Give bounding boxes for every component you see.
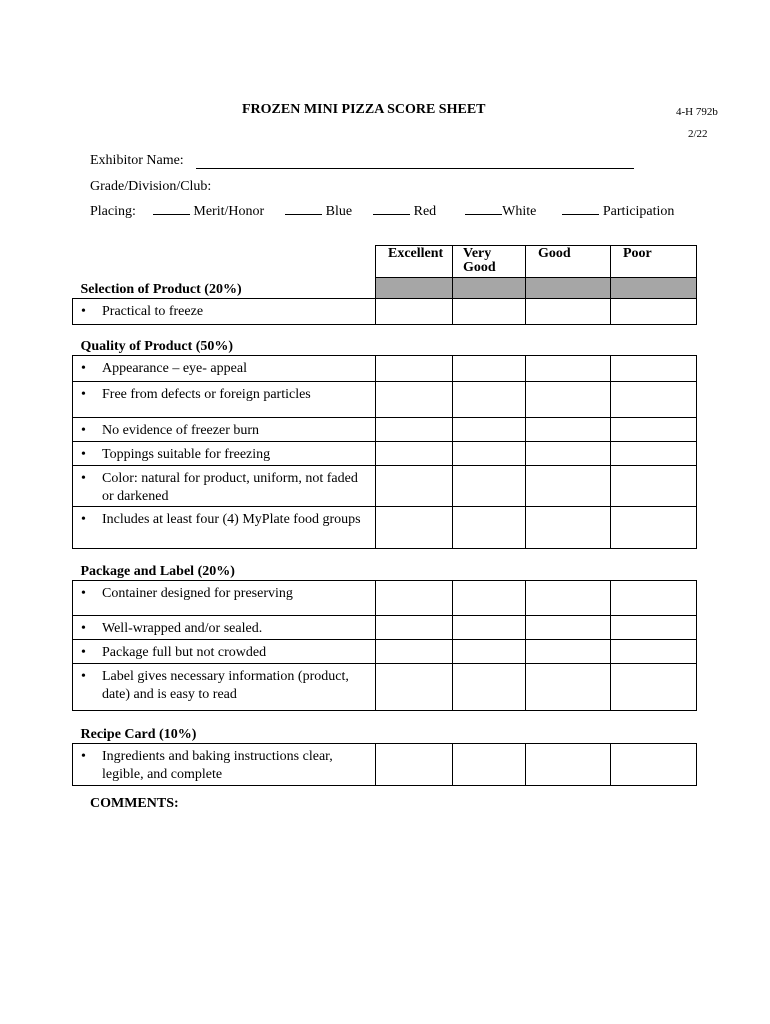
section-header-row xyxy=(73,325,697,356)
table-row xyxy=(73,299,697,325)
bullet-icon: • xyxy=(81,471,86,486)
criterion-item: • Ingredients and baking instructions clear, legible, and complete xyxy=(73,744,376,786)
score-cell-excellent[interactable] xyxy=(376,299,453,325)
score-cell-very-good[interactable] xyxy=(453,299,526,325)
criterion-item: • Free from defects or foreign particles xyxy=(73,382,376,418)
criterion-item: • Well-wrapped and/or sealed. xyxy=(73,616,376,640)
score-cell-very-good[interactable] xyxy=(453,581,526,616)
score-cell-poor[interactable] xyxy=(611,466,697,507)
score-cell-very-good[interactable] xyxy=(453,640,526,664)
table-row xyxy=(73,466,697,507)
table-row xyxy=(73,581,697,616)
score-cell-good[interactable] xyxy=(526,664,611,711)
score-cell-poor[interactable] xyxy=(611,299,697,325)
table-row xyxy=(73,664,697,711)
score-cell-good[interactable] xyxy=(526,507,611,549)
score-cell-poor[interactable] xyxy=(611,616,697,640)
page-title: FROZEN MINI PIZZA SCORE SHEET xyxy=(242,102,486,117)
placing-blank-blue[interactable] xyxy=(285,213,322,215)
table-row xyxy=(73,640,697,664)
comments-label: COMMENTS: xyxy=(90,796,179,811)
placing-blank-white[interactable] xyxy=(465,213,502,215)
form-number: 4-H 792b xyxy=(676,106,718,118)
score-cell-good[interactable] xyxy=(526,418,611,442)
criterion-item: • Practical to freeze xyxy=(73,299,376,325)
placing-blank-participation[interactable] xyxy=(562,213,599,215)
criterion-item: • Toppings suitable for freezing xyxy=(73,442,376,466)
score-cell-excellent[interactable] xyxy=(376,356,453,382)
exhibitor-name-label: Exhibitor Name: xyxy=(90,153,184,168)
placing-option-red: Red xyxy=(413,204,437,219)
score-cell-good[interactable] xyxy=(526,744,611,786)
placing-option-merit: Merit/Honor xyxy=(193,204,265,219)
bullet-icon: • xyxy=(81,361,86,376)
score-cell-very-good[interactable] xyxy=(453,418,526,442)
score-cell-excellent[interactable] xyxy=(376,581,453,616)
score-cell-very-good[interactable] xyxy=(453,744,526,786)
exhibitor-name-field[interactable] xyxy=(196,168,634,169)
score-cell-excellent[interactable] xyxy=(376,616,453,640)
score-cell-excellent[interactable] xyxy=(376,744,453,786)
score-cell-very-good[interactable] xyxy=(453,382,526,418)
bullet-icon: • xyxy=(81,621,86,636)
score-cell-excellent[interactable] xyxy=(376,507,453,549)
criterion-item: • Container designed for preserving xyxy=(73,581,376,616)
grade-division-club-label: Grade/Division/Club: xyxy=(90,179,212,194)
score-cell-good[interactable] xyxy=(526,616,611,640)
score-cell-very-good[interactable] xyxy=(453,507,526,549)
table-row xyxy=(73,442,697,466)
placing-option-white: White xyxy=(502,204,537,219)
bullet-icon: • xyxy=(81,669,86,684)
column-good: Good xyxy=(526,246,611,278)
criterion-item: • Label gives necessary information (product, date) and is easy to read xyxy=(73,664,376,711)
table-row xyxy=(73,744,697,786)
score-cell-good[interactable] xyxy=(526,382,611,418)
score-cell-excellent[interactable] xyxy=(376,442,453,466)
column-excellent: Excellent xyxy=(376,246,453,278)
bullet-icon: • xyxy=(81,423,86,438)
score-cell-excellent[interactable] xyxy=(376,382,453,418)
placing-option-participation: Participation xyxy=(602,204,675,219)
criterion-item: • Appearance – eye- appeal xyxy=(73,356,376,382)
section-title-package: Package and Label (20%) xyxy=(80,564,235,579)
section-header-row xyxy=(73,278,697,299)
score-cell-poor[interactable] xyxy=(611,507,697,549)
section-title-quality: Quality of Product (50%) xyxy=(80,339,234,354)
placing-option-blue: Blue xyxy=(325,204,353,219)
score-cell-good[interactable] xyxy=(526,356,611,382)
placing-blank-red[interactable] xyxy=(373,213,410,215)
bullet-icon: • xyxy=(81,512,86,527)
placing-label: Placing: xyxy=(90,204,136,219)
section-header-row xyxy=(73,711,697,744)
score-cell-good[interactable] xyxy=(526,442,611,466)
table-row xyxy=(73,418,697,442)
column-poor: Poor xyxy=(611,246,697,278)
score-cell-excellent[interactable] xyxy=(376,664,453,711)
score-cell-very-good[interactable] xyxy=(453,442,526,466)
score-cell-poor[interactable] xyxy=(611,640,697,664)
bullet-icon: • xyxy=(81,447,86,462)
table-row xyxy=(73,356,697,382)
criterion-item: • Color: natural for product, uniform, not faded or darkened xyxy=(73,466,376,507)
table-header-row xyxy=(73,246,697,278)
criterion-item: • No evidence of freezer burn xyxy=(73,418,376,442)
score-cell-poor[interactable] xyxy=(611,744,697,786)
score-cell-poor[interactable] xyxy=(611,382,697,418)
score-cell-poor[interactable] xyxy=(611,418,697,442)
score-cell-poor[interactable] xyxy=(611,581,697,616)
placing-row xyxy=(90,204,674,220)
bullet-icon: • xyxy=(81,387,86,402)
score-cell-very-good[interactable] xyxy=(453,616,526,640)
score-cell-very-good[interactable] xyxy=(453,356,526,382)
revision-date: 2/22 xyxy=(688,128,708,140)
bullet-icon: • xyxy=(81,586,86,601)
score-cell-poor[interactable] xyxy=(611,664,697,711)
criterion-item: • Includes at least four (4) MyPlate food groups xyxy=(73,507,376,549)
table-row xyxy=(73,507,697,549)
score-cell-good[interactable] xyxy=(526,640,611,664)
section-header-row xyxy=(73,549,697,581)
bullet-icon: • xyxy=(81,645,86,660)
bullet-icon: • xyxy=(81,304,86,319)
score-cell-poor[interactable] xyxy=(611,442,697,466)
score-cell-excellent[interactable] xyxy=(376,418,453,442)
score-cell-excellent[interactable] xyxy=(376,466,453,507)
criterion-item: • Package full but not crowded xyxy=(73,640,376,664)
score-cell-poor[interactable] xyxy=(611,356,697,382)
placing-blank-merit[interactable] xyxy=(153,213,190,215)
score-cell-good[interactable] xyxy=(526,299,611,325)
score-cell-very-good[interactable] xyxy=(453,664,526,711)
section-title-recipe-card: Recipe Card (10%) xyxy=(80,727,197,742)
bullet-icon: • xyxy=(81,749,86,764)
section-title-selection: Selection of Product (20%) xyxy=(80,282,242,297)
score-table xyxy=(72,245,697,786)
score-cell-excellent[interactable] xyxy=(376,640,453,664)
table-row xyxy=(73,382,697,418)
column-very-good: Very Good xyxy=(453,246,526,278)
score-cell-very-good[interactable] xyxy=(453,466,526,507)
score-cell-good[interactable] xyxy=(526,581,611,616)
score-cell-good[interactable] xyxy=(526,466,611,507)
table-row xyxy=(73,616,697,640)
